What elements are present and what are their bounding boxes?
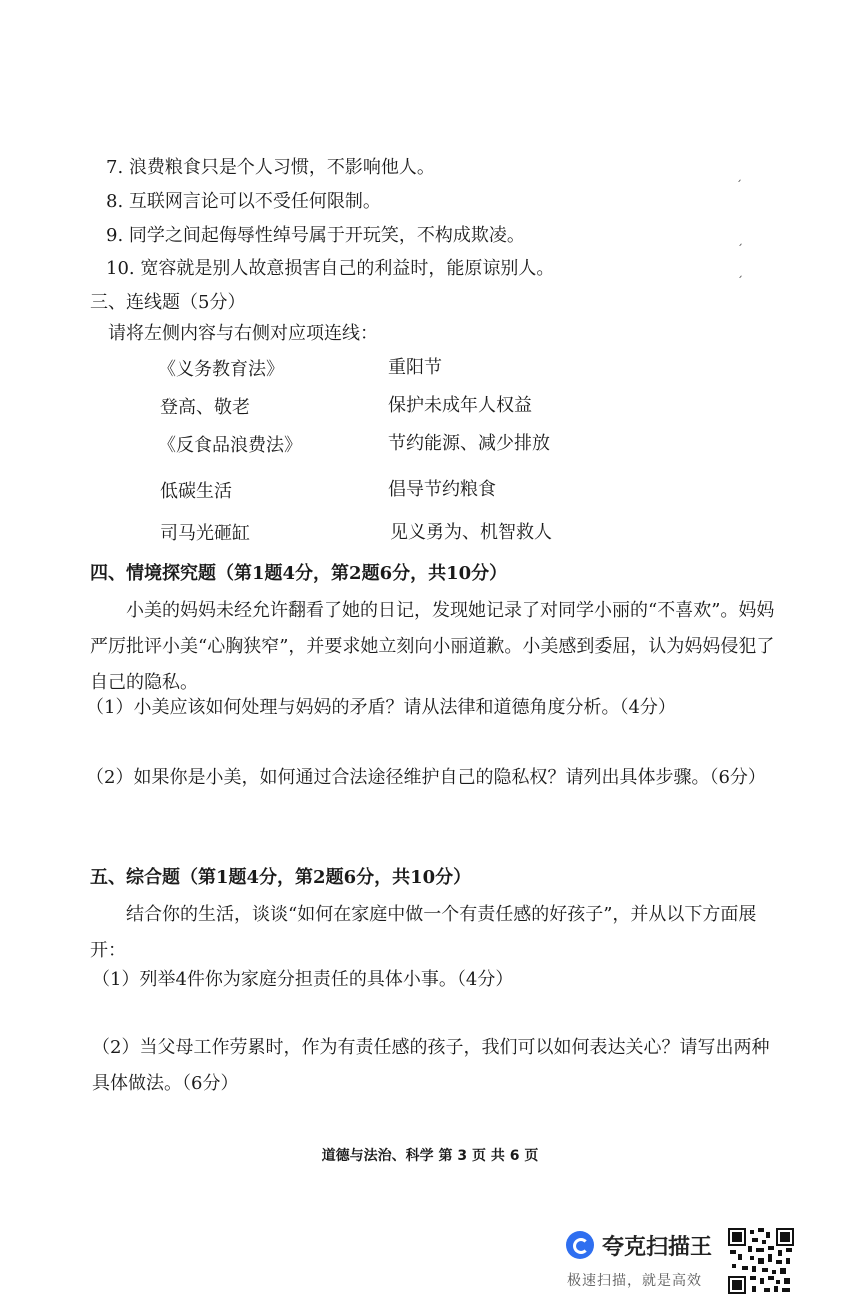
pencil-mark: ˏ <box>737 232 743 246</box>
judgment-item-9: 9. 同学之间起侮辱性绰号属于开玩笑，不构成欺凌。 <box>106 225 525 246</box>
section-4-title: 四、情境探究题（第1题4分，第2题6分，共10分） <box>90 563 508 584</box>
page-footer: 道德与法治、科学 第 3 页 共 6 页 <box>321 1148 539 1164</box>
scanner-slogan: 极速扫描，就是高效 <box>567 1273 702 1289</box>
section-5-question-2: （2）当父母工作劳累时，作为有责任感的孩子，我们可以如何表达关心？请写出两种具体做法。（6分） <box>92 1037 770 1094</box>
match-right-item: 倡导节约粮食 <box>388 479 496 500</box>
qr-code-icon <box>728 1228 794 1294</box>
section-4-question-2: （2）如果你是小美，如何通过合法途径维护自己的隐私权？请列出具体步骤。（6分） <box>86 767 766 788</box>
match-right-item: 见义勇为、机智救人 <box>390 522 552 543</box>
section-5-question-1: （1）列举4件你为家庭分担责任的具体小事。（4分） <box>92 969 514 990</box>
judgment-item-10: 10. 宽容就是别人故意损害自己的利益时，能原谅别人。 <box>106 258 555 279</box>
match-right-item: 重阳节 <box>388 357 442 378</box>
section-5-intro: 结合你的生活，谈谈“如何在家庭中做一个有责任感的好孩子”，并从以下方面展开： <box>90 904 757 961</box>
match-left-item: 《义务教育法》 <box>158 359 284 380</box>
quark-logo-icon <box>566 1231 594 1259</box>
match-left-item: 司马光砸缸 <box>160 523 250 544</box>
section-5-title: 五、综合题（第1题4分，第2题6分，共10分） <box>90 867 472 888</box>
judgment-item-8: 8. 互联网言论可以不受任何限制。 <box>106 191 381 212</box>
pencil-mark: ˏ <box>737 264 743 278</box>
match-left-item: 登高、敬老 <box>160 397 250 418</box>
section-3-title: 三、连线题（5分） <box>90 292 246 313</box>
match-left-item: 低碳生活 <box>160 481 232 502</box>
match-left-item: 《反食品浪费法》 <box>158 435 302 456</box>
match-right-item: 保护未成年人权益 <box>388 395 532 416</box>
scanner-brand-name: 夸克扫描王 <box>602 1234 713 1260</box>
pencil-mark: ˏ <box>736 168 742 182</box>
section-3-instruction: 请将左侧内容与右侧对应项连线： <box>108 323 378 344</box>
match-right-item: 节约能源、减少排放 <box>388 433 550 454</box>
section-4-question-1: （1）小美应该如何处理与妈妈的矛盾？请从法律和道德角度分析。（4分） <box>86 697 676 718</box>
scanner-watermark-logo <box>566 1228 726 1262</box>
section-4-scenario: 小美的妈妈未经允许翻看了她的日记，发现她记录了对同学小丽的“不喜欢”。妈妈严厉批评小美“心胸狭窄”，并要求她立刻向小丽道歉。小美感到委屈，认为妈妈侵犯了自己的隐私。 <box>90 600 775 693</box>
judgment-item-7: 7. 浪费粮食只是个人习惯，不影响他人。 <box>106 157 435 178</box>
